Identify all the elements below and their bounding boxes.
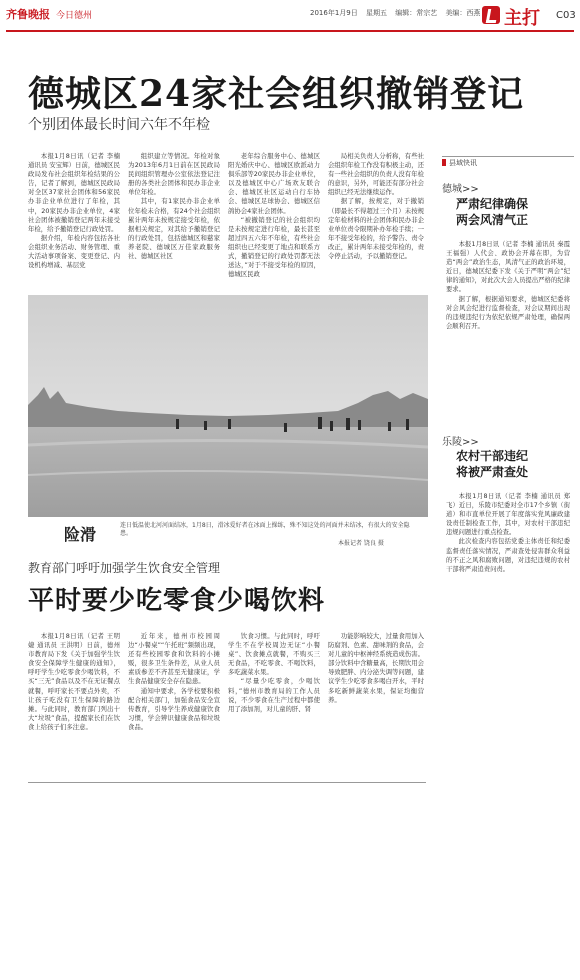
- story1-column-3: [228, 152, 320, 290]
- newspaper-logo: [6, 6, 92, 22]
- story1-column-1: [28, 152, 120, 290]
- sidebar-item-body: [446, 240, 570, 430]
- story2-column-4: [328, 632, 424, 780]
- issue-weekday: 星期五: [365, 9, 387, 17]
- sidebar-item-title: [456, 196, 528, 228]
- check-mark-icon: [482, 6, 500, 24]
- page-flag: [482, 4, 578, 28]
- paragraph: 本报1月8日讯（记者 王明婕 通讯员 王洪明）日前，德州市教育局下发《关于加强学生饮食安全保障学生健康的通知》，呼吁学生少吃零食少喝饮料，不买“三无”食品以及不在无证餐点就餐，呼吁家长不要点外卖，不让孩子吃没有卫生保障的路边摊。与此同时，教育部门列出十大“垃圾”食品，提醒家长们在饮食上给孩子们多注意。: [28, 632, 120, 731]
- paragraph: “被撤销登记的社会组织均是未按规定进行年检，最长甚至超过四五六年不年检，有些社会组织也已经变更了地点和联系方式，撤销登记的行政处罚都无法送达，”对于不接受年检的原因，德城区民政: [228, 215, 320, 279]
- sidebar-header-label: 县域快讯: [449, 159, 477, 167]
- paragraph: 饮食习惯。与此同时，呼吁学生不在学校周边无证“小餐桌”、饮食摊点就餐，不购买三无食品，不吃零食、不喝饮料，多吃蔬菜水果。: [228, 632, 320, 677]
- paragraph: 老年综合服务中心、德城区阳光婚庆中心、德城区欧派动力俱乐部等20家民办非企业单位，以及德城区中心广场欢友联合会、德城区社区运动自行车协会、德城区足球协会、德城区信鸽协会4家社会团体。: [228, 152, 320, 215]
- paragraph: 本报1月8日讯（记者 李楠 通讯员 秦霞 王福强）人代会、政协会开幕在即，为营造“两会”政治生态，风清气正的政治环境，近日，德城区纪委下发《关于严明“两会”纪律的通知》，对此次大会人员提出严格的纪律要求。: [446, 241, 570, 294]
- paragraph: “尽量少吃零食，少喝饮料，”德州市教育局的工作人员说，不少零食在生产过程中都使用了添加剂，对儿童的肝、肾: [228, 677, 320, 713]
- story-bottom-rule: [28, 782, 426, 783]
- story2-kicker: 教育部门呼吁加强学生饮食安全管理: [28, 561, 221, 575]
- sidebar-header: [442, 158, 477, 168]
- photo-caption: 连日低温使北河河面结冰，1月8日，滑冰爱好者在冰面上操练，殊不知这处的河面并未结冰，有很大的安全隐患。: [120, 522, 410, 537]
- main-subheadline: 个别团体最长时间六年不年检: [28, 117, 210, 133]
- paragraph: 组织建立等情况。年检对象为2013年6月1日前在区民政局民间组织管理办公室依法登记注册的各类社会团体和民办非企业单位年检。: [128, 152, 220, 197]
- paragraph: 通知中要求，各学校要积极配合相关部门，加强食品安全宣传教育，引导学生养成健康饮食习惯，学会辨识健康食品和垃圾食品。: [128, 686, 220, 731]
- photo-title: 险滑: [64, 525, 97, 544]
- paragraph: 据介绍，年检内容包括各社会组织业务活动、财务管理、重大活动事项备案、变更登记、内设机构增减、基层党: [28, 233, 120, 270]
- designer-credit: 美编：西燕: [445, 9, 481, 17]
- title-line: 两会风清气正: [456, 213, 529, 227]
- sidebar-item-body: [446, 492, 570, 780]
- story1-column-2: [128, 152, 220, 290]
- title-line: 严肃纪律确保: [456, 197, 529, 211]
- logo-text: 齐鲁晚报: [6, 8, 50, 21]
- issue-date: 2016年1月9日: [310, 9, 358, 17]
- editor-credit: 编辑：常宗艺: [395, 9, 438, 17]
- paragraph: 近年来，德州市校园周边“小餐桌”“午托班”频频出现，还有些校园零食和饮料的小摊贩，很多卫生条件差，从业人员素质参差不齐甚至无健康证，学生食品健康安全存在隐患。: [128, 632, 220, 686]
- page-section-title: 主打: [504, 8, 540, 29]
- story2-column-2: [128, 632, 220, 780]
- paragraph: 此次检查内容包括党委主体责任和纪委监督责任落实情况，严肃查处侵害群众利益的不正之风和腐败问题，对违纪违规的农村干部将严肃追责问责。: [446, 538, 570, 573]
- issue-meta: [310, 8, 486, 18]
- page-number: C03: [556, 10, 576, 21]
- paragraph: 本报1月8日讯（记者 李楠 通讯员 安宝辉）日前，德城区民政局发布社会组织年检结果的公告，记者了解到，德城区民政局对全区37家社会团体和56家民办非企业单位进行了年检，其中，20家民办非企业单位，4家社会团体被撤销登记两年未接受年检，给予撤销登记行政处罚。: [28, 152, 120, 233]
- paragraph: 功能影响较大，过量食用加入防腐剂、色素、甜味剂的食品，会对儿童的中枢神经系统造成伤害。部分饮料中含糖量高，长期饮用会导致肥胖、内分泌失调等问题，建议学生少吃零食多喝白开水，平时多吃新鲜蔬菜水果，保证均衡营养。: [328, 632, 424, 704]
- sidebar-top-rule: [442, 156, 574, 157]
- bullet-block-icon: [442, 159, 446, 166]
- story2-column-3: [228, 632, 320, 780]
- sidebar-item-region: 德城>>: [442, 184, 479, 195]
- header-rule: [6, 30, 574, 32]
- paragraph: 局相关负责人分析称，有些社会组织年检工作没有积极主动，还有一些社会组织的负责人没有年检的意识，另外，可能还有部分社会组织已经无法继续运作。: [328, 152, 424, 197]
- story2-headline: 平时要少吃零食少喝饮料: [28, 586, 326, 616]
- title-line: 将被严肃查处: [456, 465, 529, 479]
- photo-credit: 本报记者 饶良 摄: [338, 540, 384, 547]
- story1-column-4: [328, 152, 424, 290]
- paragraph: 据了解，按规定，对于撤销（即最长不得超过三个月）未按规定年检材料的社会团体和民办非企业单位责令限期补办年检手续；一年不接受年检的，给予警告、责令改正，累计两年未接受年检的，责令停止活动，予以撤销登记。: [328, 197, 424, 261]
- paragraph: 据了解，根据通知要求，德城区纪委将对会风会纪进行监督检查，对会议期间出现的违规违纪行为依纪依规严肃处理，确保两会顺利召开。: [446, 295, 570, 330]
- story2-column-1: [28, 632, 120, 780]
- main-headline: 德城区24家社会组织撤销登记: [28, 73, 525, 115]
- paragraph: 其中，有1家民办非企业单位年检未合格，有24个社会组织累计两年未按规定接受年检，依据相关规定，对其给予撤销登记的行政处罚，包括德城区和慈家养老院、德城区万佳家政服务社、德城区社区: [128, 197, 220, 261]
- title-line: 农村干部违纪: [456, 449, 529, 463]
- paragraph: 本报1月8日讯（记者 李楠 通讯员 郑飞）近日，乐陵市纪委对全市17个乡镇（街道）和市直单位开展了年度落实党风廉政建设责任制检查工作，其中，对农村干部违纪违规问题进行重点检查。: [446, 493, 570, 537]
- sidebar-item-region: 乐陵>>: [442, 437, 479, 448]
- section-name: 今日德州: [56, 11, 93, 21]
- news-photo: [28, 295, 428, 517]
- sidebar-item-title: [456, 448, 528, 480]
